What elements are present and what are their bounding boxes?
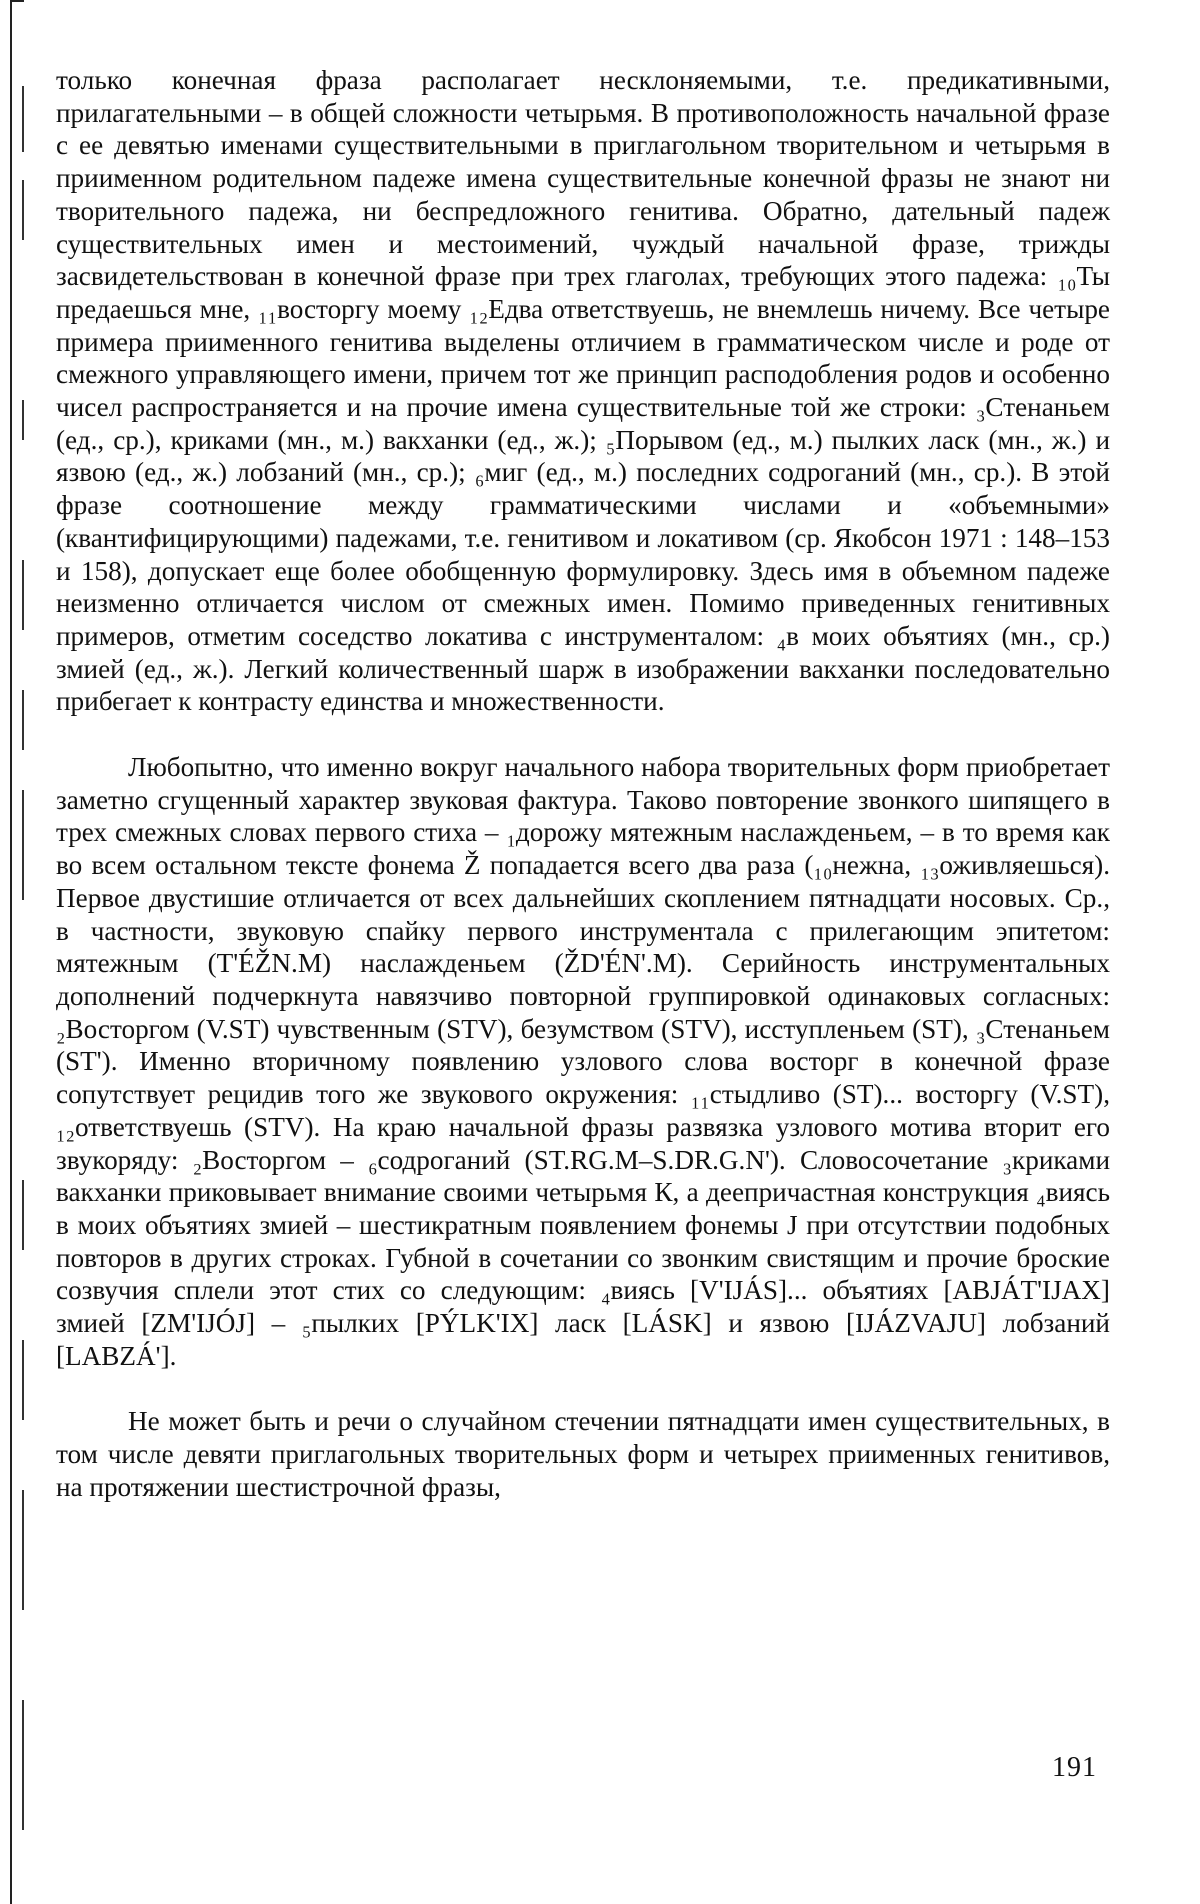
margin-mark: [22, 1340, 24, 1420]
margin-mark: [22, 180, 24, 240]
paragraph-conclusion: Не может быть и речи о случайном стечении пятнадцати имен существительных, в том числе девяти приглагольных творительных форм и четырех приименных генитивов, на протяжении шестистрочной фразы,: [56, 1406, 1110, 1502]
scan-edge-left: [10, 0, 12, 1904]
margin-mark: [22, 560, 24, 630]
paragraph-continuation: только конечная фраза располагает несклоняемыми, т.е. предикативными, прилагательными – в общей сложности четырьмя. В противоположность начальной фразе с ее девятью именами существительными в приглагольном творительном и четырьмя в приименном родительном падеже имена существительные конечной фразы не знают ни творительного падежа, ни беспредложного генитива. Обратно, дательный падеж существительных имен и местоимений, чуждый начальной фразе, трижды засвидетельствован в конечной фразе при трех глаголах, требующих этого падежа: ₁₀Ты предаешься мне, ₁₁восторгу моему ₁₂Едва ответствуешь, не внемлешь ничему. Все четыре примера приименного генитива выделены отличием в грамматическом числе и роде от смежного управляющего имени, причем тот же принцип расподобления родов и особенно чисел распространяется и на прочие имена существительные той же строки: ₃Стенаньем (ед., ср.), криками (мн., м.) вакханки (ед., ж.); ₅Порывом (ед., м.) пылких ласк (мн., ж.) и язвою (ед., ж.) лобзаний (мн., ср.); ₆миг (ед., м.) последних содроганий (мн., ср.). В этой фразе соотношение между грамматическими числами и «объемными» (квантифицирующими) падежами, т.е. генитивом и локативом (ср. Якобсон 1971 : 148–153 и 158), допускает еще более обобщенную формулировку. Здесь имя в объемном падеже неизменно отличается числом от смежных имен. Помимо приведенных генитивных примеров, отметим соседство локатива с инструменталом: ₄в моих объятиях (мн., ср.) змией (ед., ж.). Легкий количественный шарж в изображении вакханки последовательно прибегает к контрасту единства и множественности.: [56, 65, 1110, 717]
margin-mark: [22, 690, 24, 750]
margin-mark: [22, 86, 24, 152]
margin-mark: [22, 1490, 24, 1610]
margin-mark: [22, 400, 24, 440]
scan-edge-top: [10, 0, 24, 2]
page-body: [56, 64, 1110, 1504]
margin-mark: [22, 790, 24, 900]
page-number: 191: [1052, 1752, 1097, 1783]
margin-mark: [22, 1180, 24, 1250]
paragraph-sound-texture: Любопытно, что именно вокруг начального набора творительных форм приобретает заметно сгущенный характер звуковая фактура. Таково повторение звонкого шипящего в трех смежных словах первого стиха – ₁дорожу мятежным наслажденьем, – в то время как во всем остальном тексте фонема Ž попадается всего два раза (₁₀нежна, ₁₃оживляешься). Первое двустишие отличается от всех дальнейших скоплением пятнадцати носовых. Ср., в частности, звуковую спайку первого инструментала с прилегающим эпитетом: мятежным (T'ÉŽN.M) наслажденьем (ŽD'ÉN'.M). Серийность инструментальных дополнений подчеркнута навязчиво повторной группировкой одинаковых согласных: ₂Восторгом (V.ST) чувственным (STV), безумством (STV), исступленьем (ST), ₃Стенаньем (ST'). Именно вторичному появлению узлового слова восторг в конечной фразе сопутствует рецидив того же звукового окружения: ₁₁стыдливо (ST)... восторгу (V.ST), ₁₂ответствуешь (STV). На краю начальной фразы развязка узлового мотива вторит его звукоряду: ₂Восторгом – ₆содроганий (ST.RG.M–S.DR.G.N'). Словосочетание ₃криками вакханки приковывает внимание своими четырьмя К, а деепричастная конструкция ₄виясь в моих объятиях змией – шестикратным появлением фонемы J при отсутствии подобных повторов в других строках. Губной в сочетании со звонким свистящим и прочие броские созвучия сплели этот стих со следующим: ₄виясь [V'IJÁS]... объятиях [ABJÁT'IJAX] змией [ZM'IJÓJ] – ₅пылких [PÝLK'IX] ласк [LÁSK] и язвою [IJÁZVAJU] лобзаний [LABZÁ'].: [56, 752, 1110, 1371]
margin-mark: [22, 1700, 24, 1830]
